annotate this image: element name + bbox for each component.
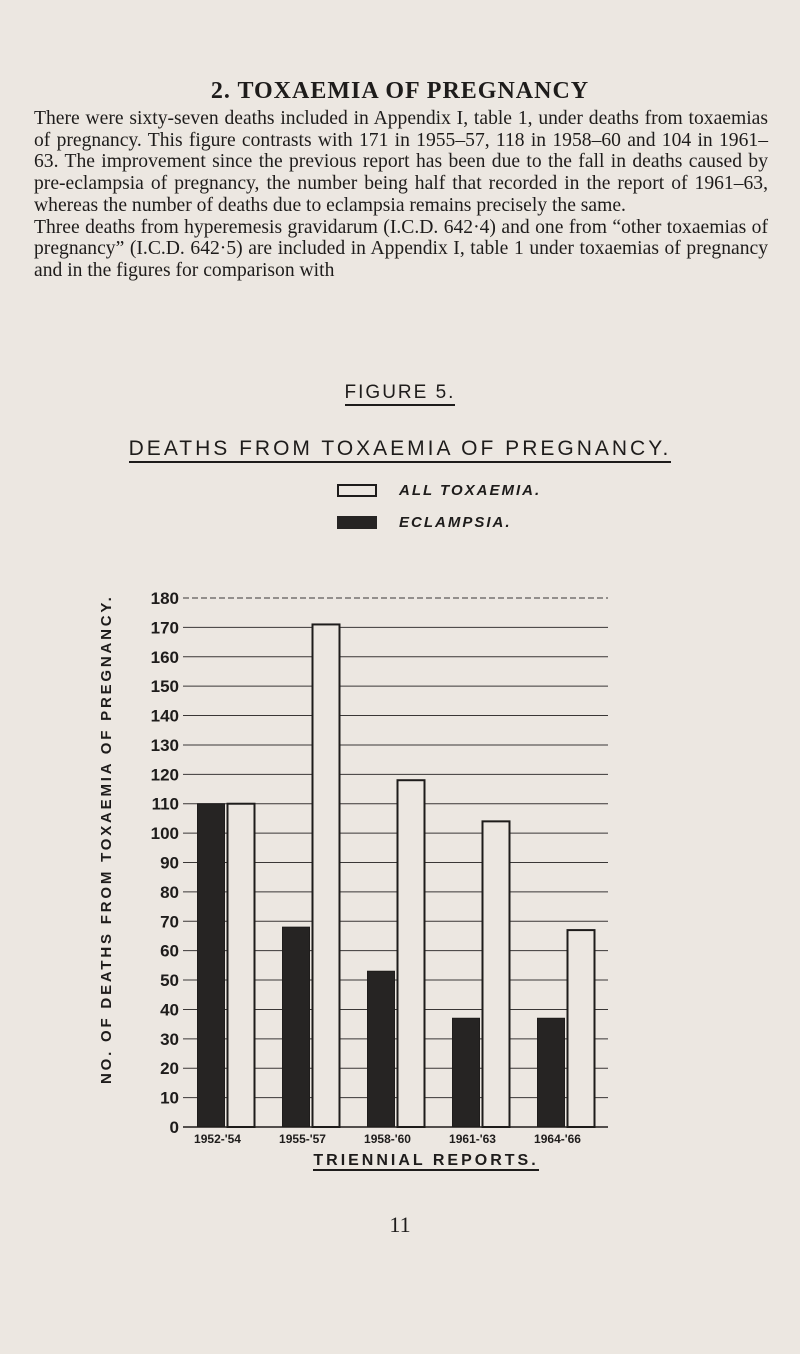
y-tick-label: 180 <box>150 589 179 608</box>
bar-all-toxaemia <box>398 780 425 1127</box>
bar-eclampsia <box>368 971 395 1127</box>
paragraph-2: Three deaths from hyperemesis gravidarum (I.C.D. 642·4) and one from “other toxaemias of pregnancy” (I.C.D. 642·5) are included in Appendix I, table 1 under toxaemias of pregnancy and in the figures for comparison with <box>34 216 768 281</box>
x-tick-label: 1964-'66 <box>534 1132 581 1146</box>
bar-eclampsia <box>453 1018 480 1127</box>
bar-eclampsia <box>538 1018 565 1127</box>
y-tick-label: 120 <box>150 765 179 785</box>
figure-label: FIGURE 5. <box>0 382 800 404</box>
legend-label: ECLAMPSIA. <box>399 513 512 531</box>
bar-all-toxaemia <box>483 821 510 1127</box>
y-tick-label: 140 <box>150 706 179 726</box>
bar-all-toxaemia <box>313 624 340 1127</box>
y-tick-label: 90 <box>160 853 179 873</box>
y-tick-label: 60 <box>160 941 179 961</box>
x-tick-label: 1958-'60 <box>364 1132 411 1146</box>
paragraph-1: There were sixty-seven deaths included in Appendix I, table 1, under deaths from toxaemias of pregnancy. This figure contrasts with 171 in 1955–57, 118 in 1958–60 and 104 in 1961–63. The improvement since the previous report has been due to the fall in deaths caused by pre-eclampsia of pregnancy, the number being half that recorded in the report of 1961–63, whereas the number of deaths due to eclampsia remains precisely the same. <box>34 108 768 216</box>
y-tick-label: 80 <box>160 882 179 902</box>
y-tick-label: 100 <box>150 824 179 844</box>
y-axis-title: NO. OF DEATHS FROM TOXAEMIA OF PREGNANCY. <box>98 594 115 1084</box>
page-number: 11 <box>389 1212 411 1237</box>
section-heading: 2. TOXAEMIA OF PREGNANCY <box>210 78 590 104</box>
x-tick-label: 1952-'54 <box>194 1132 241 1146</box>
y-tick-label: 170 <box>150 618 179 638</box>
y-tick-label: 160 <box>150 647 179 667</box>
y-tick-label: 30 <box>160 1029 179 1049</box>
x-tick-label: 1961-'63 <box>449 1132 496 1146</box>
y-tick-label: 20 <box>160 1059 179 1079</box>
bar-eclampsia <box>198 804 225 1127</box>
y-tick-label: 130 <box>150 735 179 755</box>
y-tick-label: 150 <box>150 677 179 697</box>
y-tick-label: 70 <box>160 912 179 932</box>
bar-all-toxaemia <box>228 804 255 1127</box>
y-tick-label: 0 <box>169 1118 179 1137</box>
y-tick-label: 50 <box>160 971 179 991</box>
x-axis-title: TRIENNIAL REPORTS. <box>313 1152 539 1169</box>
y-tick-label: 40 <box>160 1000 179 1020</box>
legend-label: ALL TOXAEMIA. <box>399 481 542 499</box>
x-tick-label: 1955-'57 <box>279 1132 326 1146</box>
bar-eclampsia <box>283 927 310 1127</box>
figure-title: DEATHS FROM TOXAEMIA OF PREGNANCY. <box>0 437 800 461</box>
y-tick-label: 110 <box>151 794 179 814</box>
y-tick-label: 10 <box>160 1088 179 1108</box>
bar-all-toxaemia <box>568 930 595 1127</box>
